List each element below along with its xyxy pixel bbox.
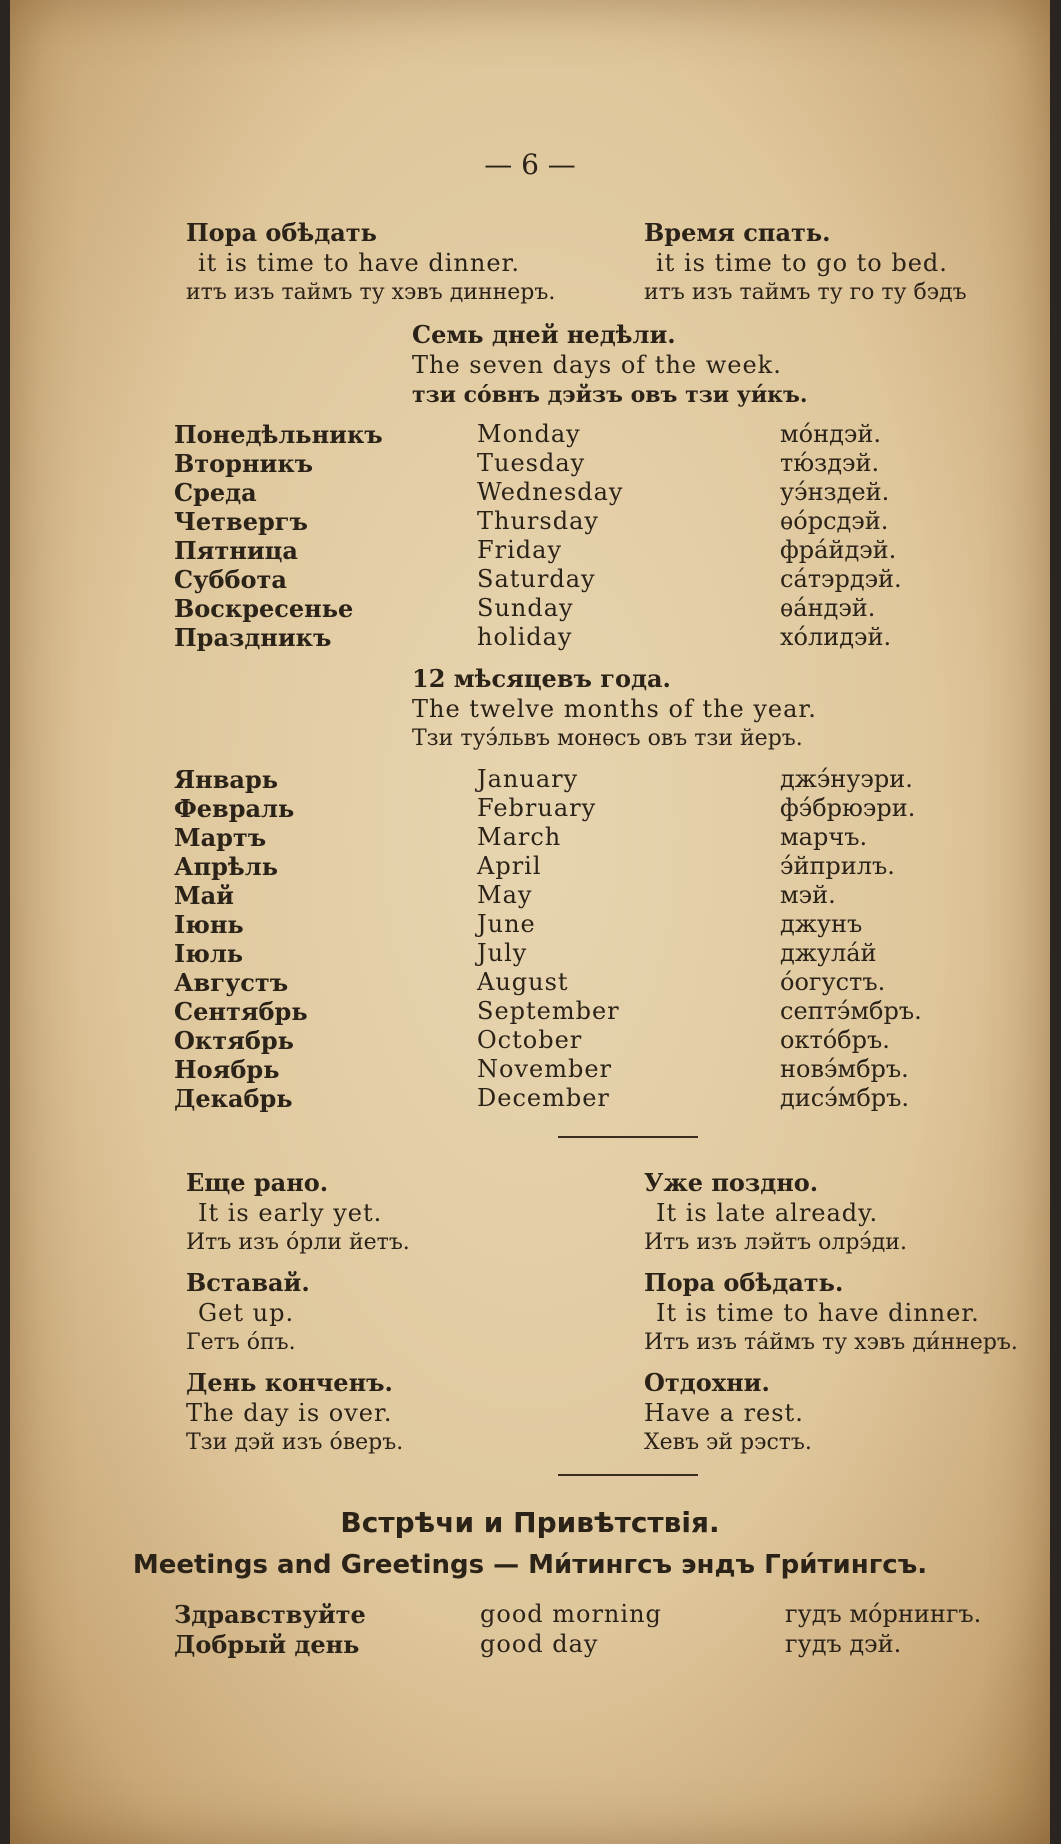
phrase-get-up: [186, 1268, 310, 1358]
phrase-title: День конченъ.: [186, 1368, 393, 1397]
page-number: — 6 —: [484, 148, 576, 181]
book-page: [10, 0, 1050, 1844]
table-row: [10, 565, 1050, 594]
section-english: The twelve months of the year.: [412, 695, 817, 723]
phrase-bed-time: [644, 218, 967, 308]
phonetic-word: уэ́нздей.: [780, 478, 890, 506]
divider: [558, 1474, 698, 1476]
english-word: Sunday: [477, 594, 574, 622]
english-word: good morning: [480, 1600, 662, 1628]
table-row: [10, 536, 1050, 565]
english-word: Wednesday: [477, 478, 624, 506]
phrase-title: Уже поздно.: [644, 1168, 819, 1197]
russian-word: Апрѣль: [174, 852, 278, 881]
phonetic-word: фэ́брюэри.: [780, 794, 916, 822]
phrase-early: [186, 1168, 410, 1258]
russian-word: Сентябрь: [174, 997, 308, 1026]
russian-word: Мартъ: [174, 823, 267, 852]
phonetic-word: ѳóрсдэй.: [780, 507, 889, 535]
section-english: The seven days of the week.: [412, 351, 782, 379]
table-row: [10, 623, 1050, 652]
phonetic-word: тю́здэй.: [780, 449, 880, 477]
phrase-day-over: [186, 1368, 403, 1458]
phrase-phonetic: Итъ изъ лэйтъ олрэ́ди.: [644, 1230, 907, 1255]
russian-word: Августъ: [174, 968, 289, 997]
russian-word: Понедѣльникъ: [174, 420, 383, 449]
phrase-title: Вставай.: [186, 1268, 310, 1297]
phrase-dinner-time: [186, 218, 555, 308]
phonetic-word: гудъ мóрнингъ.: [785, 1600, 982, 1628]
phrase-english: it is time to have dinner.: [198, 249, 520, 277]
russian-word: Воскресенье: [174, 594, 354, 623]
russian-word: Здравствуйте: [174, 1600, 366, 1629]
table-row: [10, 852, 1050, 881]
table-row: [10, 1055, 1050, 1084]
phonetic-word: дисэ́мбръ.: [780, 1084, 910, 1112]
english-word: April: [477, 852, 542, 880]
phonetic-word: септэ́мбръ.: [780, 997, 922, 1025]
english-word: June: [477, 910, 536, 938]
russian-word: Январь: [174, 765, 279, 794]
phrase-english: The day is over.: [186, 1399, 393, 1427]
english-word: January: [477, 765, 579, 793]
english-word: Tuesday: [477, 449, 586, 477]
months-section-header: [412, 664, 817, 754]
phonetic-word: хóлидэй.: [780, 623, 892, 651]
russian-word: Четвергъ: [174, 507, 308, 536]
phrase-title: Отдохни.: [644, 1368, 770, 1397]
table-row: [10, 1630, 1050, 1659]
table-row: [10, 1026, 1050, 1055]
table-row: [10, 939, 1050, 968]
russian-word: Ноябрь: [174, 1055, 280, 1084]
table-row: [10, 997, 1050, 1026]
phrase-phonetic: Хевъ эй рэстъ.: [644, 1430, 812, 1455]
phrase-title: Еще рано.: [186, 1168, 329, 1197]
phonetic-word: мóндэй.: [780, 420, 881, 448]
table-row: [10, 1600, 1050, 1629]
phonetic-word: джунъ: [780, 910, 863, 938]
english-word: July: [477, 939, 528, 967]
phrase-title: Время спать.: [644, 218, 831, 247]
russian-word: Октябрь: [174, 1026, 294, 1055]
russian-word: Среда: [174, 478, 257, 507]
phrase-phonetic: Итъ изъ óрли йетъ.: [186, 1230, 410, 1255]
section-phonetic: Тзи туэ́львъ монѳсъ овъ тзи йеръ.: [412, 726, 803, 751]
english-word: Monday: [477, 420, 581, 448]
table-row: [10, 1084, 1050, 1113]
english-word: Friday: [477, 536, 563, 564]
english-word: May: [477, 881, 533, 909]
phrase-phonetic: Тзи дэй изъ óверъ.: [186, 1430, 404, 1455]
english-word: good day: [480, 1630, 599, 1658]
section-title: Семь дней недѣли.: [412, 320, 676, 349]
english-word: holiday: [477, 623, 573, 651]
phonetic-word: фрáйдэй.: [780, 536, 897, 564]
table-row: [10, 968, 1050, 997]
phonetic-word: октóбръ.: [780, 1026, 890, 1054]
table-row: [10, 594, 1050, 623]
greetings-heading: Встрѣчи и Привѣтствія.: [340, 1506, 720, 1539]
table-row: [10, 449, 1050, 478]
section-title: 12 мѣсяцевъ года.: [412, 664, 671, 693]
phonetic-word: марчъ.: [780, 823, 868, 851]
russian-word: Іюнь: [174, 910, 244, 939]
phrase-english: it is time to go to bed.: [656, 249, 948, 277]
phrase-phonetic: итъ изъ таймъ ту го ту бэдъ: [644, 280, 967, 305]
phonetic-word: джэ́нуэри.: [780, 765, 913, 793]
phrase-english: It is early yet.: [198, 1199, 383, 1227]
phrase-late: [644, 1168, 907, 1258]
russian-word: Праздникъ: [174, 623, 332, 652]
table-row: [10, 881, 1050, 910]
phrase-title: Пора обѣдать: [186, 218, 377, 247]
table-row: [10, 765, 1050, 794]
phrase-english: Get up.: [198, 1299, 295, 1327]
english-word: December: [477, 1084, 610, 1112]
phonetic-word: э́йприлъ.: [780, 852, 895, 880]
phrase-english: Have a rest.: [644, 1399, 804, 1427]
divider: [558, 1136, 698, 1138]
phonetic-word: сáтэрдэй.: [780, 565, 902, 593]
russian-word: Пятница: [174, 536, 298, 565]
russian-word: Вторникъ: [174, 449, 314, 478]
phonetic-word: новэ́мбръ.: [780, 1055, 909, 1083]
russian-word: Декабрь: [174, 1084, 293, 1113]
phrase-english: It is time to have dinner.: [656, 1299, 980, 1327]
days-section-header: [412, 320, 808, 410]
russian-word: Февраль: [174, 794, 295, 823]
english-word: Saturday: [477, 565, 596, 593]
russian-word: Суббота: [174, 565, 287, 594]
table-row: [10, 910, 1050, 939]
phrase-english: It is late already.: [656, 1199, 879, 1227]
phonetic-word: гудъ дэй.: [785, 1630, 902, 1658]
table-row: [10, 823, 1050, 852]
english-word: August: [477, 968, 569, 996]
phrase-phonetic: Гетъ óпъ.: [186, 1330, 296, 1355]
phrase-phonetic: итъ изъ таймъ ту хэвъ диннеръ.: [186, 280, 556, 305]
table-row: [10, 507, 1050, 536]
phrase-dinner: [644, 1268, 1018, 1358]
english-word: September: [477, 997, 620, 1025]
phrase-rest: [644, 1368, 812, 1458]
phrase-phonetic: Итъ изъ тáймъ ту хэвъ ди́ннеръ.: [644, 1330, 1018, 1355]
english-word: October: [477, 1026, 583, 1054]
english-word: Thursday: [477, 507, 599, 535]
phonetic-word: джулáй: [780, 939, 877, 967]
english-word: November: [477, 1055, 613, 1083]
phrase-title: Пора обѣдать.: [644, 1268, 844, 1297]
english-word: February: [477, 794, 597, 822]
table-row: [10, 478, 1050, 507]
phonetic-word: мэй.: [780, 881, 836, 909]
english-word: March: [477, 823, 562, 851]
table-row: [10, 794, 1050, 823]
phonetic-word: ѳáндэй.: [780, 594, 876, 622]
phonetic-word: óогустъ.: [780, 968, 886, 996]
russian-word: Добрый день: [174, 1630, 360, 1659]
greetings-subheading: Meetings and Greetings — Ми́тингсъ эндъ Гри́тингсъ.: [132, 1550, 928, 1580]
russian-word: Май: [174, 881, 234, 910]
section-phonetic: тзи сóвнъ дэйзъ овъ тзи уи́къ.: [412, 382, 808, 408]
table-row: [10, 420, 1050, 449]
russian-word: Іюль: [174, 939, 244, 968]
